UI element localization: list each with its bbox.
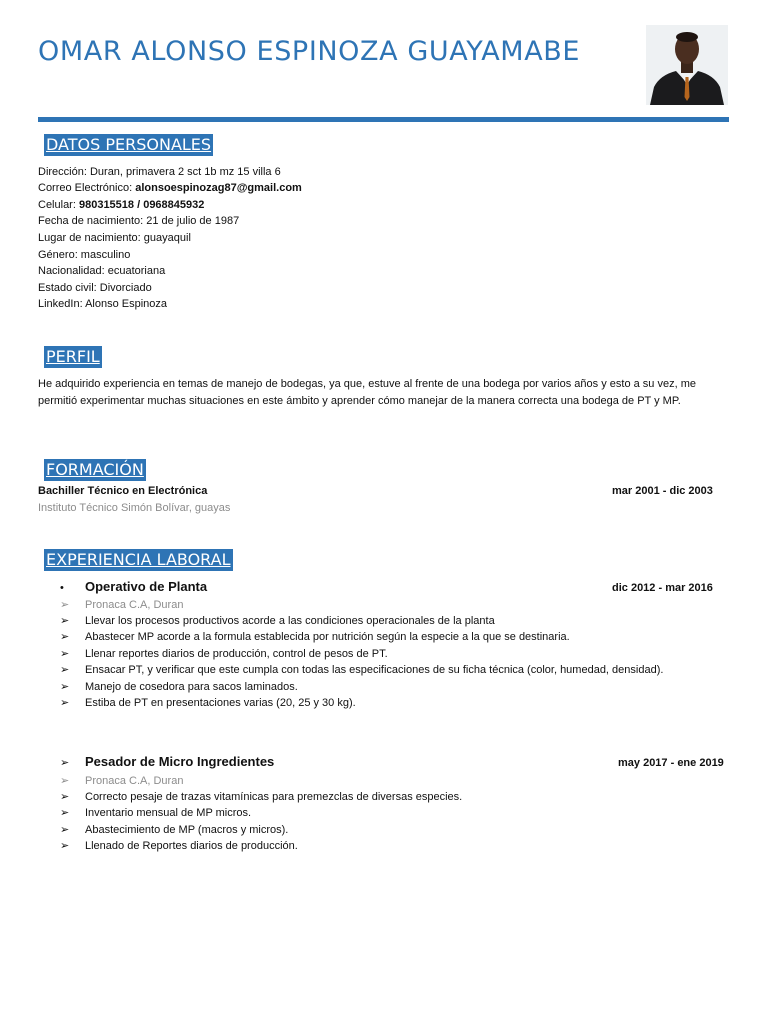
- job-task: ➢ Llenar reportes diarios de producción, control de pesos de PT.: [60, 648, 388, 660]
- arrow-bullet-icon: ➢: [60, 807, 70, 819]
- education-school: Instituto Técnico Simón Bolívar, guayas: [38, 502, 231, 514]
- arrow-bullet-icon: ➢: [60, 824, 70, 836]
- section-experience-title: EXPERIENCIA LABORAL: [46, 550, 231, 569]
- candidate-name: OMAR ALONSO ESPINOZA GUAYAMABE: [38, 36, 581, 67]
- arrow-bullet-icon: ➢: [60, 664, 70, 676]
- job-dates: dic 2012 - mar 2016: [612, 582, 713, 594]
- job-task: ➢ Inventario mensual de MP micros.: [60, 807, 252, 819]
- arrow-bullet-icon: ➢: [60, 697, 70, 709]
- civil-status-line: Estado civil: Divorciado: [38, 282, 152, 294]
- birthplace-line: Lugar de nacimiento: guayaquil: [38, 232, 191, 244]
- nationality-line: Nacionalidad: ecuatoriana: [38, 265, 166, 277]
- job-title-row: ➢ Pesador de Micro Ingredientes: [60, 754, 275, 769]
- job-task: ➢ Llenado de Reportes diarios de producción.: [60, 840, 298, 852]
- job-company: ➢ Pronaca C.A, Duran: [60, 599, 184, 611]
- arrow-bullet-icon: ➢: [60, 840, 70, 852]
- arrow-bullet-icon: ➢: [60, 775, 70, 787]
- arrow-bullet-icon: ➢: [60, 631, 70, 643]
- job-company: ➢ Pronaca C.A, Duran: [60, 775, 184, 787]
- job-task: ➢ Llevar los procesos productivos acorde a las condiciones operacionales de la planta: [60, 615, 495, 627]
- arrow-bullet-icon: ➢: [60, 648, 70, 660]
- arrow-bullet-icon: ➢: [60, 681, 70, 693]
- linkedin-line: LinkedIn: Alonso Espinoza: [38, 298, 168, 310]
- job-task: ➢ Ensacar PT, y verificar que este cumpla con todas las especificaciones de su ficha técnica (color, humedad, densidad).: [60, 664, 664, 676]
- profile-photo: [646, 25, 728, 105]
- address-line: Dirección: Duran, primavera 2 sct 1b mz 15 villa 6: [38, 166, 281, 178]
- job-task: ➢ Abastecer MP acorde a la formula establecida por nutrición según la especie a la que se destinaria.: [60, 631, 570, 643]
- education-dates: mar 2001 - dic 2003: [612, 485, 713, 497]
- job-task: ➢ Abastecimiento de MP (macros y micros).: [60, 824, 289, 836]
- arrow-bullet-icon: ➢: [60, 757, 70, 769]
- arrow-bullet-icon: ➢: [60, 791, 70, 803]
- email-value[interactable]: alonsoespinozag87@gmail.com: [135, 182, 302, 194]
- birthdate-line: Fecha de nacimiento: 21 de julio de 1987: [38, 215, 240, 227]
- job-task: ➢ Manejo de cosedora para sacos laminados.: [60, 681, 298, 693]
- section-profile-title: PERFIL: [46, 347, 100, 366]
- email-line: Correo Electrónico: alonsoespinozag87@gmail.com: [38, 182, 302, 194]
- bullet-dot-icon: •: [60, 582, 64, 594]
- section-personal-title: DATOS PERSONALES: [46, 135, 212, 154]
- phone-line: Celular: 980315518 / 0968845932: [38, 199, 205, 211]
- gender-line: Género: masculino: [38, 249, 131, 261]
- job-task: ➢ Correcto pesaje de trazas vitamínicas para premezclas de diversas especies.: [60, 791, 463, 803]
- phone-value: 980315518 / 0968845932: [78, 199, 205, 211]
- arrow-bullet-icon: ➢: [60, 615, 70, 627]
- arrow-bullet-icon: ➢: [60, 599, 70, 611]
- job-dates: may 2017 - ene 2019: [618, 757, 724, 769]
- header-divider: [38, 117, 729, 122]
- job-title-row: • Operativo de Planta: [60, 579, 208, 594]
- profile-text: He adquirido experiencia en temas de manejo de bodegas, ya que, estuve al frente de una bodega por varios años y esto a su vez, me permitió experimentar muchas situaciones en este ámbito y aprender cómo manejar de la manera correcta una bodega de PT y MP.: [38, 378, 696, 407]
- education-degree: Bachiller Técnico en Electrónica: [38, 485, 208, 497]
- address-value: Duran, primavera 2 sct 1b mz 15 villa 6: [89, 166, 281, 178]
- section-education-title: FORMACIÓN: [46, 460, 144, 479]
- job-task: ➢ Estiba de PT en presentaciones varias (20, 25 y 30 kg).: [60, 697, 356, 709]
